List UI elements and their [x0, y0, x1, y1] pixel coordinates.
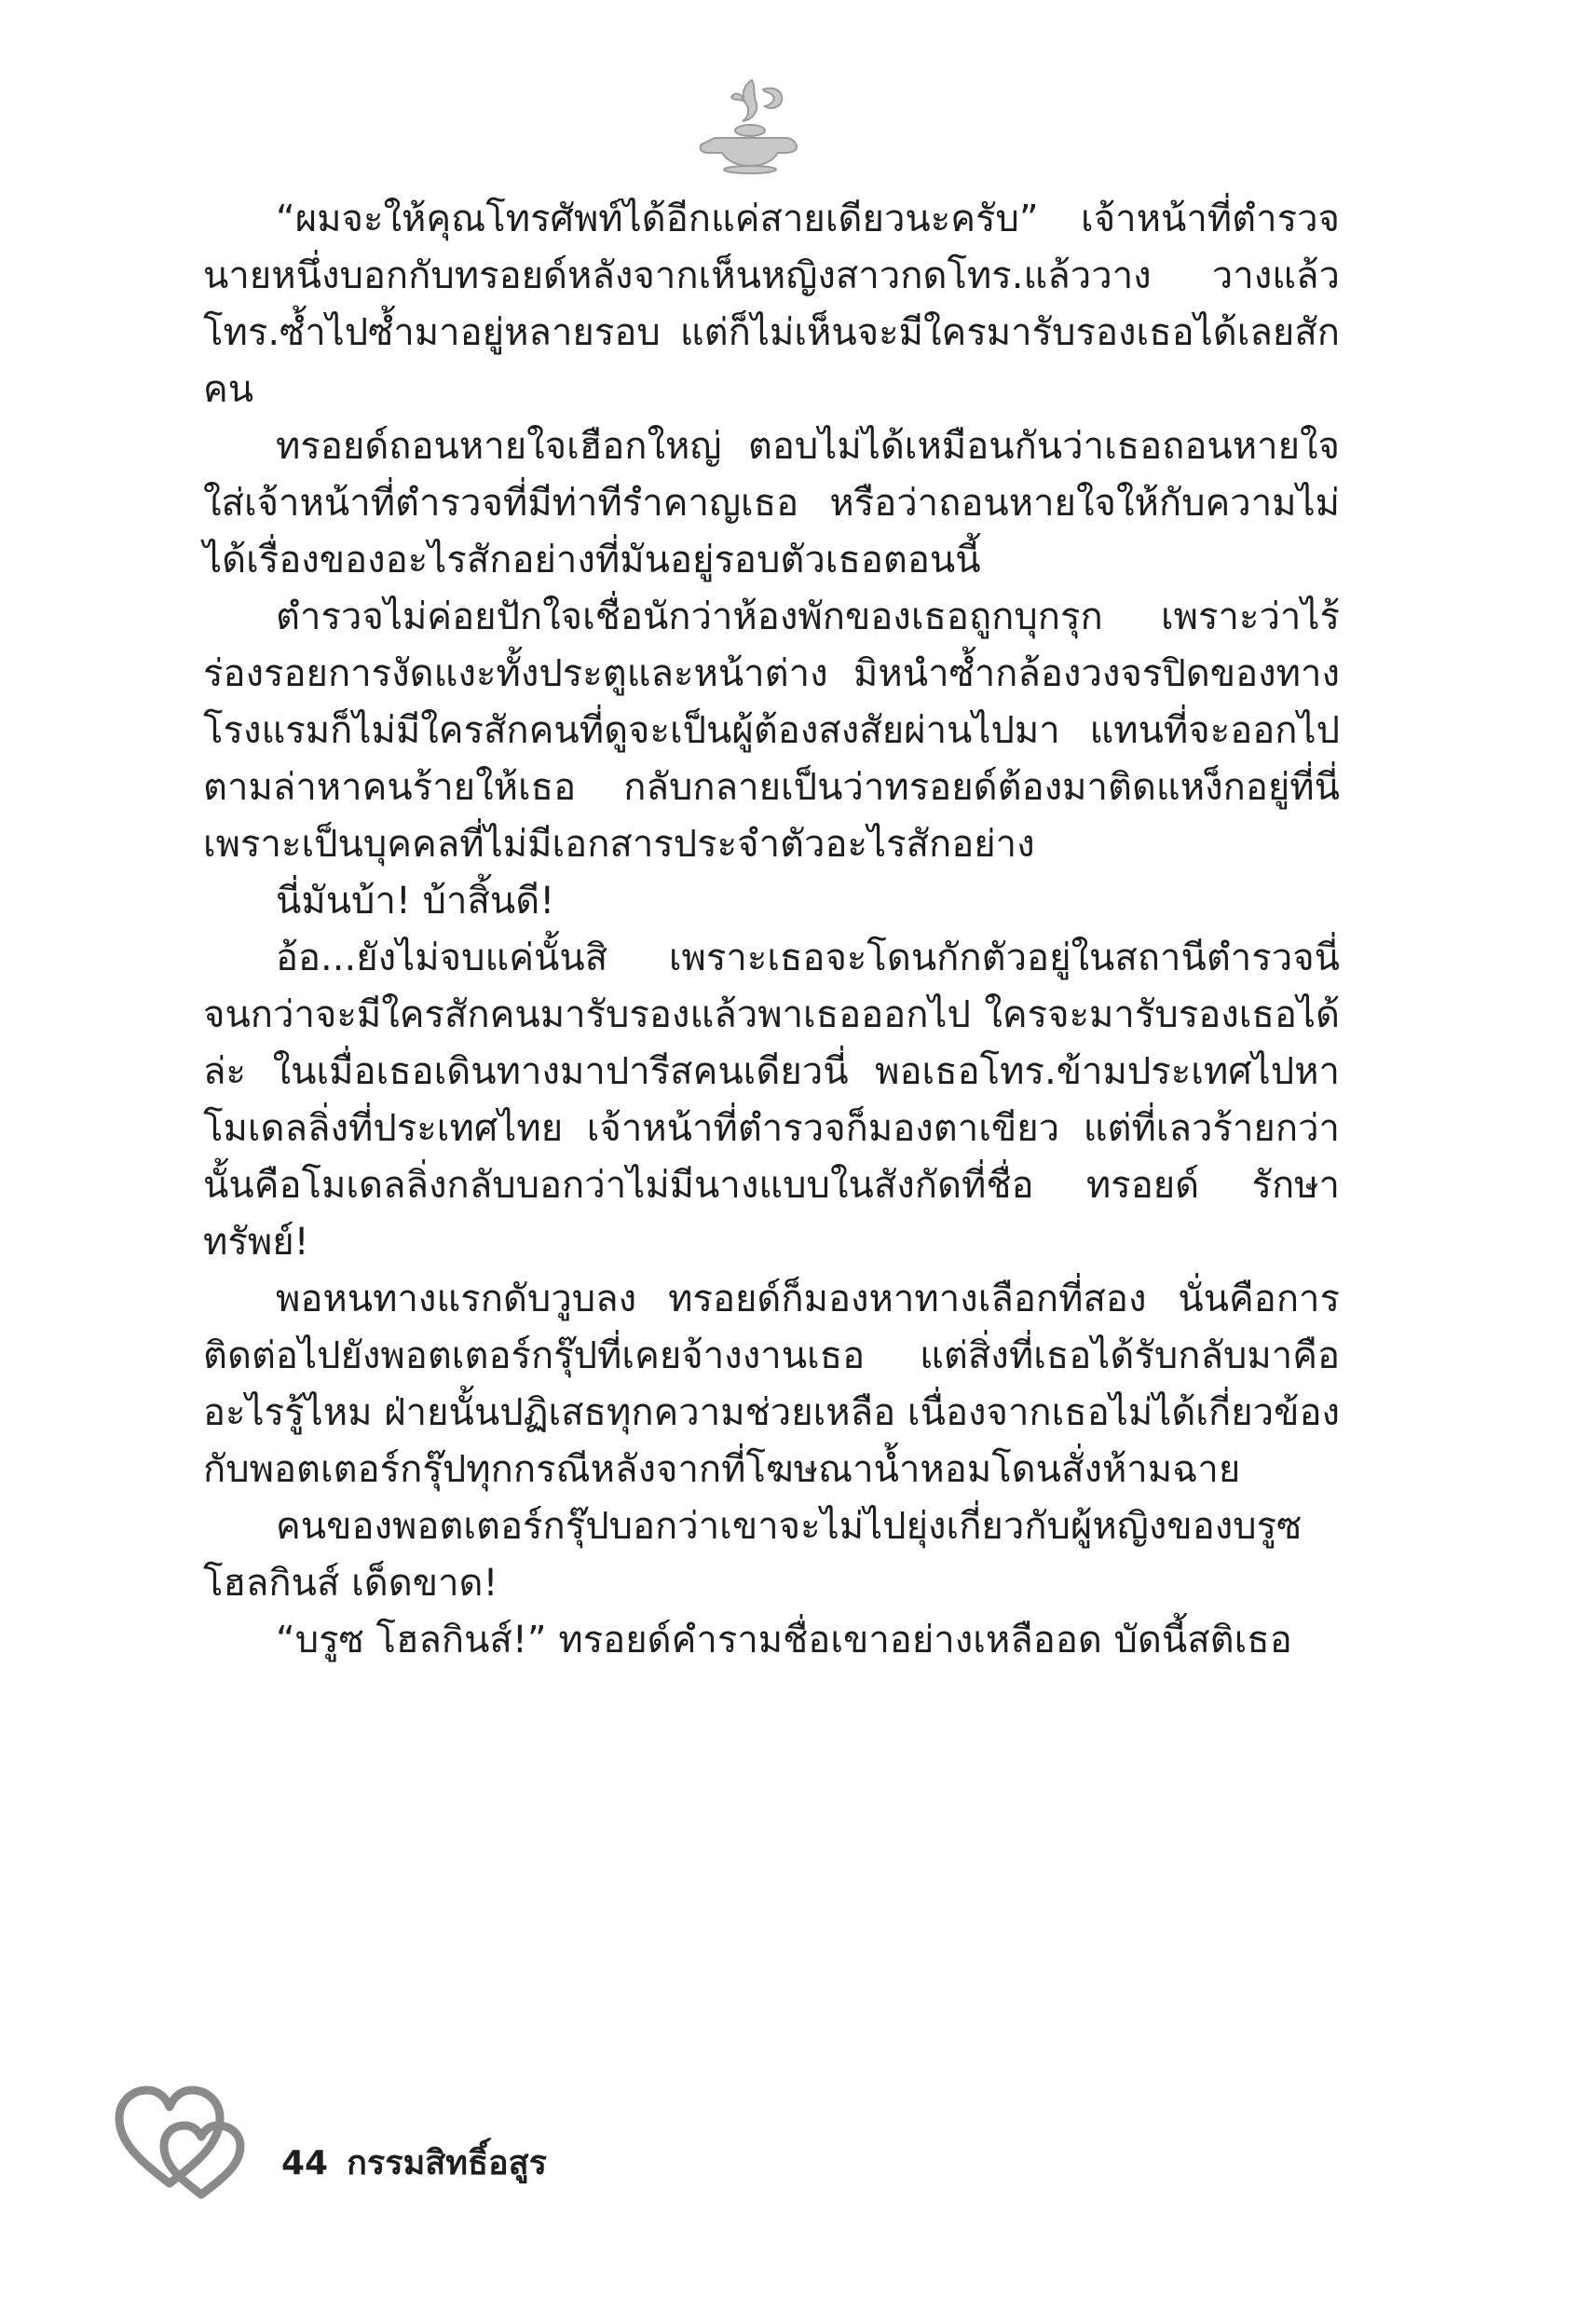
paragraph: นี่มันบ้า! บ้าสิ้นดี!	[276, 880, 555, 923]
page-footer	[112, 2064, 671, 2204]
paragraph: อ้อ...ยังไม่จบแค่นั้นสิ เพราะเธอจะโดนกักตัวอยู่ในสถานีตำรวจนี่จนกว่าจะมีใครสักคนมารับรองแล้วพาเธอออกไป ใครจะมารับรองเธอได้ล่ะ ในเมื่อเธอเดินทางมาปารีสคนเดียวนี่ พอเธอโทร.ข้ามประเทศไปหาโมเดลลิ่งที่ประเทศไทย เจ้าหน้าที่ตำรวจก็มองตาเขียว แต่ที่เลวร้ายกว่านั้นคือโมเดลลิ่งกลับบอกว่าไม่มีนางแบบในสังกัดที่ชื่อ ทรอยด์ รักษาทรัพย์!	[203, 937, 1340, 1264]
paragraph: คนของพอตเตอร์กรุ๊ปบอกว่าเขาจะไม่ไปยุ่งเกี่ยวกับผู้หญิงของบรูซ โฮลกินส์ เด็ดขาด!	[203, 1505, 1303, 1605]
paragraph: “ผมจะให้คุณโทรศัพท์ได้อีกแค่สายเดียวนะครับ” เจ้าหน้าที่ตำรวจนายหนึ่งบอกกับทรอยด์หลังจากเห็นหญิงสาวกดโทร.แล้ววาง วางแล้วโทร.ซ้ำไปซ้ำมาอยู่หลายรอบ แต่ก็ไม่เห็นจะมีใครมารับรองเธอได้เลยสักคน	[203, 198, 1340, 411]
paragraph: พอหนทางแรกดับวูบลง ทรอยด์ก็มองหาทางเลือกที่สอง นั่นคือการติดต่อไปยังพอตเตอร์กรุ๊ปที่เคยจ้างงานเธอ แต่สิ่งที่เธอได้รับกลับมาคืออะไรรู้ไหม ฝ่ายนั้นปฏิเสธทุกความช่วยเหลือ เนื่องจากเธอไม่ได้เกี่ยวข้องกับพอตเตอร์กรุ๊ปทุกกรณีหลังจากที่โฆษณาน้ำหอมโดนสั่งห้ามฉาย	[203, 1278, 1340, 1491]
book-title: กรรมสิทธิ์อสูร	[347, 2144, 547, 2182]
paragraph: ตำรวจไม่ค่อยปักใจเชื่อนักว่าห้องพักของเธอถูกบุกรุก เพราะว่าไร้ร่องรอยการงัดแงะทั้งประตูและหน้าต่าง มิหนำซ้ำกล้องวงจรปิดของทางโรงแรมก็ไม่มีใครสักคนที่ดูจะเป็นผู้ต้องสงสัยผ่านไปมา แทนที่จะออกไปตามล่าหาคนร้ายให้เธอ กลับกลายเป็นว่าทรอยด์ต้องมาติดแหง็กอยู่ที่นี่เพราะเป็นบุคคลที่ไม่มีเอกสารประจำตัวอะไรสักอย่าง	[203, 595, 1340, 866]
paragraph: ทรอยด์ถอนหายใจเฮือกใหญ่ ตอบไม่ได้เหมือนกันว่าเธอถอนหายใจใส่เจ้าหน้าที่ตำรวจที่มีท่าทีรำคาญเธอ หรือว่าถอนหายใจให้กับความไม่ได้เรื่องของอะไรสักอย่างที่มันอยู่รอบตัวเธอตอนนี้	[203, 425, 1340, 581]
story-text	[203, 191, 1340, 1669]
double-heart-icon	[112, 2064, 252, 2204]
lamp-with-figure-icon	[694, 73, 806, 175]
footer-label	[281, 2136, 547, 2189]
paragraph: “บรูซ โฮลกินส์!” ทรอยด์คำรามชื่อเขาอย่างเหลืออด บัดนี้สติเธอ	[276, 1619, 1292, 1661]
page-number: 44	[281, 2144, 329, 2182]
